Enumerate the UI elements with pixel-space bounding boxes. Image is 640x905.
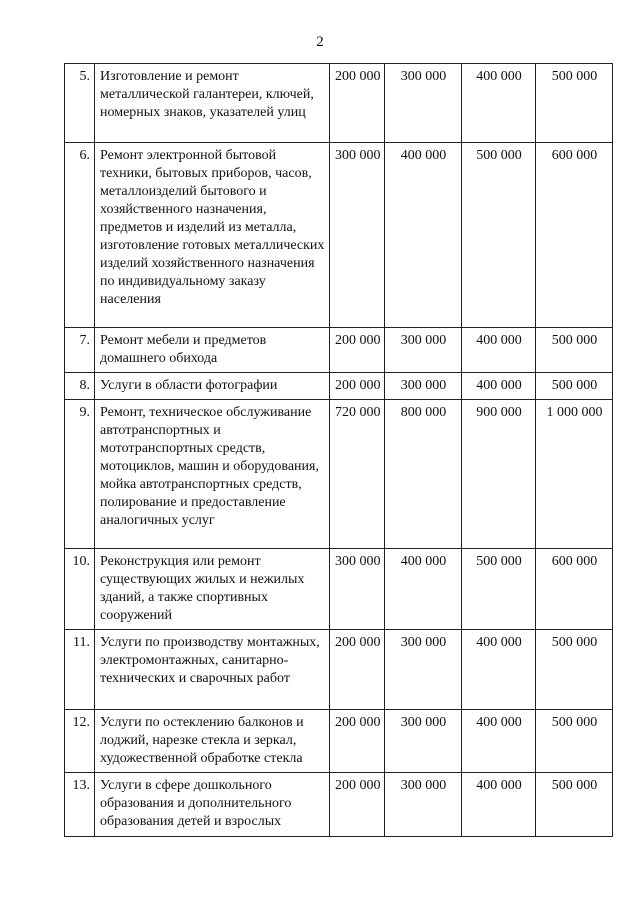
row-description: Изготовление и ремонт металлической галантереи, ключей, номерных знаков, указателей улиц (95, 64, 330, 143)
value-cell-2: 400 000 (385, 549, 462, 630)
value-cell-1: 200 000 (330, 773, 385, 837)
table-row (65, 773, 613, 837)
row-number: 9. (65, 400, 95, 549)
row-number: 7. (65, 328, 95, 373)
table-row (65, 710, 613, 773)
table-row (65, 64, 613, 143)
row-description: Услуги по остеклению балконов и лоджий, нарезке стекла и зеркал, художественной обработке стекла (95, 710, 330, 773)
row-description: Услуги в области фотографии (95, 373, 330, 400)
value-cell-2: 400 000 (385, 143, 462, 328)
row-number: 5. (65, 64, 95, 143)
value-cell-1: 200 000 (330, 630, 385, 710)
value-cell-2: 300 000 (385, 773, 462, 837)
value-cell-4: 500 000 (536, 373, 613, 400)
value-cell-1: 720 000 (330, 400, 385, 549)
value-cell-4: 500 000 (536, 773, 613, 837)
row-description: Услуги в сфере дошкольного образования и дополнительного образования детей и взрослых (95, 773, 330, 837)
value-cell-4: 500 000 (536, 64, 613, 143)
value-cell-1: 200 000 (330, 373, 385, 400)
row-description: Ремонт, техническое обслуживание автотранспортных и мототранспортных средств, мотоциклов, машин и оборудования, мойка автотранспортных средств, полирование и предоставление аналогичных услуг (95, 400, 330, 549)
table-row (65, 143, 613, 328)
value-cell-1: 200 000 (330, 64, 385, 143)
value-cell-3: 400 000 (462, 630, 536, 710)
value-cell-4: 600 000 (536, 143, 613, 328)
row-description: Услуги по производству монтажных, электромонтажных, санитарно-технических и сварочных работ (95, 630, 330, 710)
row-number: 8. (65, 373, 95, 400)
value-cell-4: 600 000 (536, 549, 613, 630)
value-cell-3: 500 000 (462, 549, 536, 630)
value-cell-2: 300 000 (385, 64, 462, 143)
value-cell-3: 400 000 (462, 710, 536, 773)
value-cell-1: 200 000 (330, 710, 385, 773)
value-cell-3: 400 000 (462, 328, 536, 373)
row-number: 13. (65, 773, 95, 837)
value-cell-3: 900 000 (462, 400, 536, 549)
value-cell-4: 1 000 000 (536, 400, 613, 549)
row-description: Реконструкция или ремонт существующих жилых и нежилых зданий, а также спортивных сооружений (95, 549, 330, 630)
row-number: 12. (65, 710, 95, 773)
table-row (65, 400, 613, 549)
value-cell-2: 300 000 (385, 328, 462, 373)
value-cell-1: 300 000 (330, 143, 385, 328)
value-cell-4: 500 000 (536, 630, 613, 710)
row-number: 6. (65, 143, 95, 328)
row-number: 11. (65, 630, 95, 710)
tariff-table (64, 63, 613, 837)
table-row (65, 630, 613, 710)
value-cell-1: 200 000 (330, 328, 385, 373)
value-cell-3: 400 000 (462, 373, 536, 400)
table-row (65, 328, 613, 373)
page-number: 2 (316, 34, 324, 50)
value-cell-2: 300 000 (385, 630, 462, 710)
row-description: Ремонт мебели и предметов домашнего обихода (95, 328, 330, 373)
table-row (65, 549, 613, 630)
row-description: Ремонт электронной бытовой техники, бытовых приборов, часов, металлоизделий бытового и хозяйственного назначения, предметов и изделий из металла, изготовление готовых металлических изделий хозяйственного назначения по индивидуальному заказу населения (95, 143, 330, 328)
value-cell-1: 300 000 (330, 549, 385, 630)
value-cell-2: 800 000 (385, 400, 462, 549)
row-number: 10. (65, 549, 95, 630)
value-cell-3: 400 000 (462, 64, 536, 143)
value-cell-2: 300 000 (385, 710, 462, 773)
value-cell-3: 500 000 (462, 143, 536, 328)
table-row (65, 373, 613, 400)
value-cell-4: 500 000 (536, 710, 613, 773)
value-cell-3: 400 000 (462, 773, 536, 837)
value-cell-4: 500 000 (536, 328, 613, 373)
value-cell-2: 300 000 (385, 373, 462, 400)
